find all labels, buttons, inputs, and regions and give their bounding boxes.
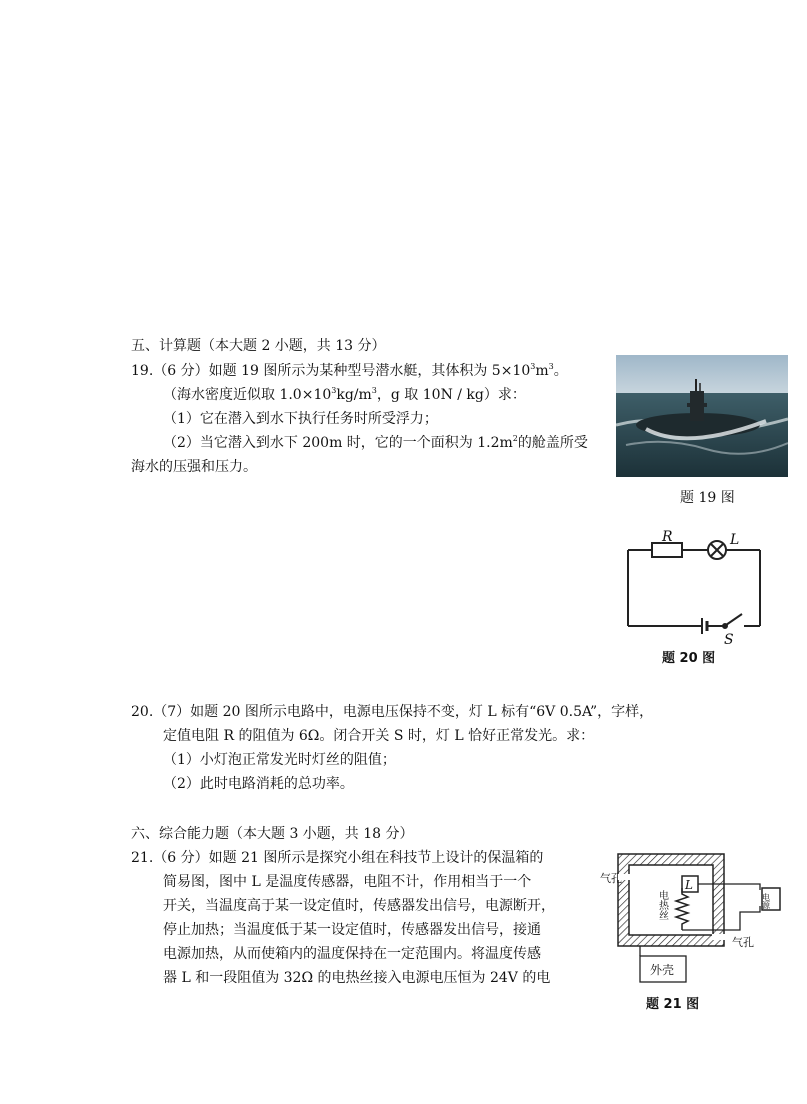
q19-line-1 — [131, 361, 568, 381]
fig20-label-s: S — [724, 632, 734, 648]
q21-line-6: 器 L 和一段阻值为 32Ω 的电热丝接入电源电压恒为 24V 的电 — [163, 970, 551, 986]
q19-line-1-end: 。 — [553, 363, 568, 379]
fig20-caption: 题 20 图 — [662, 651, 716, 666]
q19-line-5: 海水的压强和压力。 — [131, 459, 257, 475]
q19-density-exponent: 3 — [331, 386, 337, 395]
q19-line-4-text: （2）当它潜入到水下 200m 时，它的一个面积为 1.2m — [163, 435, 513, 451]
fig21-air-hole-right: 气孔 — [732, 936, 754, 949]
q21-line-3: 开关，当温度高于某一设定值时，传感器发出信号，电源断开， — [163, 898, 555, 914]
q21-line-2: 简易图，图中 L 是温度传感器，电阻不计，作用相当于一个 — [163, 874, 532, 890]
q19-line-4 — [163, 433, 588, 453]
fig21-power: 电源 — [761, 893, 771, 909]
q19-line-2-end: ，g 取 10N / kg）求： — [376, 387, 526, 403]
q20-line-3: （1）小灯泡正常发光时灯丝的阻值； — [163, 752, 396, 768]
q19-line-4-end: 的舱盖所受 — [517, 435, 588, 451]
q19-line-1-text: 19.（6 分）如题 19 图所示为某种型号潜水艇，其体积为 5×10 — [131, 363, 531, 379]
fig20-label-l: L — [730, 532, 740, 548]
q21-line-4: 停止加热；当温度低于某一设定值时，传感器发出信号，接通 — [163, 922, 541, 938]
q21-line-5: 电源加热，从而使箱内的温度保持在一定范围内。将温度传感 — [163, 946, 541, 962]
q21-line-1: 21.（6 分）如题 21 图所示是探究小组在科技节上设计的保温箱的 — [131, 850, 544, 866]
q20-line-1: 20.（7）如题 20 图所示电路中，电源电压保持不变，灯 L 标有“6V 0.5A”，字样， — [131, 704, 654, 720]
fig21-caption: 题 21 图 — [646, 997, 700, 1012]
section-6-heading: 六、综合能力题（本大题 3 小题，共 18 分） — [131, 826, 414, 842]
submarine-photo — [616, 355, 788, 477]
q20-line-4: （2）此时电路消耗的总功率。 — [163, 776, 354, 792]
q19-line-2 — [163, 385, 526, 405]
fig20-label-r: R — [662, 529, 673, 545]
q20-line-2: 定值电阻 R 的阻值为 6Ω。闭合开关 S 时，灯 L 恰好正常发光。求： — [163, 728, 595, 744]
circuit-diagram-20 — [620, 528, 770, 666]
fig21-heating-wire: 电热丝 — [656, 890, 668, 920]
fig21-shell: 外壳 — [650, 963, 675, 977]
fig21-label-l: L — [685, 878, 693, 892]
q19-exponent: 3 — [530, 362, 536, 371]
q19-line-2-text: （海水密度近似取 1.0×10 — [163, 387, 332, 403]
section-5-heading: 五、计算题（本大题 2 小题，共 13 分） — [131, 338, 386, 354]
fig19-caption: 题 19 图 — [680, 490, 735, 506]
q19-density-unit-exponent: 3 — [371, 386, 377, 395]
fig21-air-hole-left: 气孔 — [600, 872, 622, 885]
q19-unit: m — [535, 363, 549, 379]
incubator-diagram-21 — [600, 848, 790, 1018]
q19-line-3: （1）它在潜入到水下执行任务时所受浮力； — [163, 411, 438, 427]
q19-density-unit: kg/m — [336, 387, 372, 403]
q19-area-exponent: 2 — [512, 434, 518, 443]
q19-unit-exponent: 3 — [548, 362, 554, 371]
